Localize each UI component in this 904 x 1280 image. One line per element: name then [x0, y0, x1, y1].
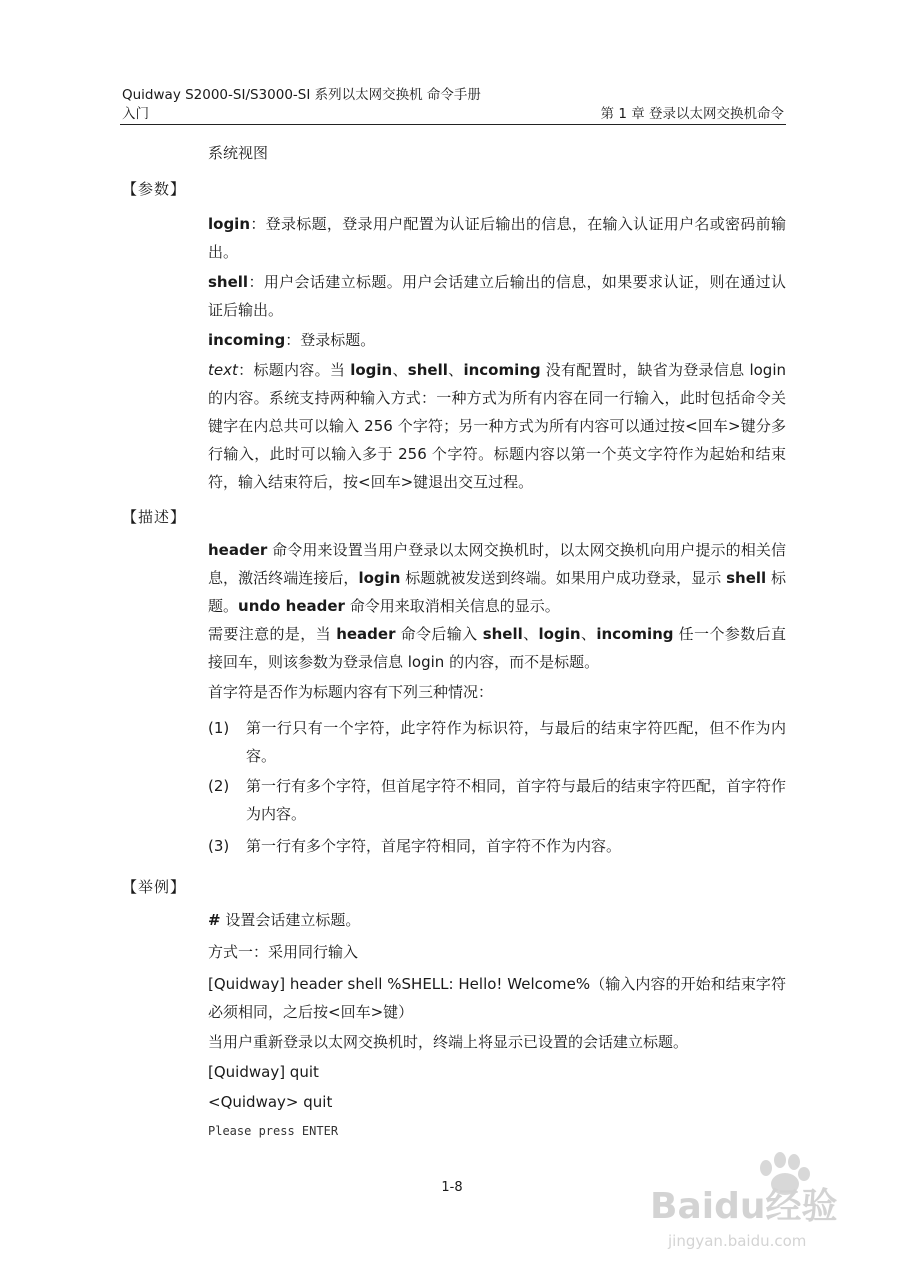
page-number: 1-8 [441, 1180, 463, 1195]
list-item [208, 714, 786, 770]
example-method: 方式一：采用同行输入 [208, 943, 359, 961]
desc-text: 命令后输入 [395, 625, 483, 643]
param-text-part: 、 [447, 361, 464, 379]
desc-bold: login [358, 569, 401, 587]
desc-paragraph-3: 首字符是否作为标题内容有下列三种情况： [208, 683, 494, 701]
example-hash: # [208, 911, 221, 929]
param-incoming-text: ：登录标题。 [285, 331, 376, 349]
list-item-number: (3) [208, 837, 230, 855]
param-text-part: 没有配置时，缺省为登录信息 login 的内容。系统支持两种输入方式：一种方式为所有内容在同一行输入，此时包括命令关键字在内总共可以输入 256 个字符；另一种方式为所有内容可以通过按<回车>键分多行输入，此时可以输入多于 256 个字符。标题内容以第一个英文字符作为起始和结束符，输入结束符后，按<回车>键退出交互过程。 [208, 361, 786, 491]
list-item-number: (1) [208, 719, 230, 737]
section-example-heading: 【举例】 [122, 878, 187, 896]
command-view: 系统视图 [208, 144, 269, 162]
example-terminal-output: Please press ENTER [208, 1124, 339, 1138]
desc-paragraph-2 [208, 620, 786, 676]
list-item [208, 832, 786, 860]
example-comment [208, 906, 786, 934]
param-text-bold: incoming [463, 361, 541, 379]
header-doc-title: Quidway S2000-SI/S3000-SI 系列以太网交换机 命令手册 [122, 87, 481, 103]
example-comment-text: 设置会话建立标题。 [220, 911, 361, 929]
example-note: 当用户重新登录以太网交换机时，终端上将显示已设置的会话建立标题。 [208, 1033, 689, 1051]
desc-bold: shell [482, 625, 523, 643]
example-command-quit-1: [Quidway] quit [208, 1063, 319, 1081]
example-command-quit-2: <Quidway> quit [208, 1093, 333, 1111]
example-command-header: [Quidway] header shell %SHELL: Hello! Welcome%（输入内容的开始和结束字符必须相同，之后按<回车>键） [208, 975, 786, 1021]
desc-text: 、 [580, 625, 597, 643]
desc-text: 命令用来设置当用户登录以太网交换机时，以太网交换机向用户提示的相关信息，激活终端连接后， [208, 541, 786, 587]
desc-bold: header [336, 625, 396, 643]
section-desc-heading: 【描述】 [122, 508, 187, 526]
param-login [208, 210, 786, 266]
header-chapter: 第 1 章 登录以太网交换机命令 [600, 106, 784, 122]
param-shell [208, 268, 786, 324]
list-item-number: (2) [208, 777, 230, 795]
param-text-part: ：标题内容。当 [237, 361, 351, 379]
desc-text: 标题。 [208, 569, 786, 615]
desc-bold: shell [726, 569, 767, 587]
param-text-bold: login [350, 361, 393, 379]
list-item [208, 772, 786, 828]
watermark-brand: Baidu经验 [650, 1186, 838, 1227]
desc-text: 、 [522, 625, 539, 643]
param-shell-term: shell [208, 273, 249, 291]
baidu-watermark [646, 1146, 856, 1256]
list-item-text: 第一行有多个字符，但首尾字符不相同，首字符与最后的结束字符匹配，首字符作为内容。 [246, 777, 787, 823]
param-login-text: ：登录标题，登录用户配置为认证后输出的信息，在输入认证用户名或密码前输出。 [208, 215, 786, 261]
desc-text: 标题就被发送到终端。如果用户成功登录，显示 [400, 569, 727, 587]
desc-text: 需要注意的是，当 [208, 625, 337, 643]
header-section: 入门 [122, 106, 149, 122]
param-incoming-term: incoming [208, 331, 286, 349]
desc-bold: header [208, 541, 268, 559]
list-item-text: 第一行有多个字符，首尾字符相同，首字符不作为内容。 [246, 837, 622, 855]
param-incoming [208, 326, 786, 354]
param-text [208, 356, 786, 496]
list-item-text: 第一行只有一个字符，此字符作为标识符，与最后的结束字符匹配，但不作为内容。 [246, 719, 786, 765]
desc-text: 任一个参数后直接回车，则该参数为登录信息 login 的内容，而不是标题。 [208, 625, 786, 671]
header-divider [120, 124, 786, 125]
desc-bold: login [538, 625, 581, 643]
param-shell-text: ：用户会话建立标题。用户会话建立后输出的信息，如果要求认证，则在通过认证后输出。 [208, 273, 786, 319]
desc-bold: undo header [238, 597, 345, 615]
section-params-heading: 【参数】 [122, 180, 187, 198]
param-text-term: text [208, 361, 238, 379]
desc-paragraph-1 [208, 536, 786, 620]
watermark-url: jingyan.baidu.com [668, 1232, 807, 1250]
desc-bold: incoming [596, 625, 674, 643]
param-login-term: login [208, 215, 251, 233]
param-text-part: 、 [392, 361, 408, 379]
param-text-bold: shell [407, 361, 448, 379]
desc-text: 命令用来取消相关信息的显示。 [344, 597, 560, 615]
